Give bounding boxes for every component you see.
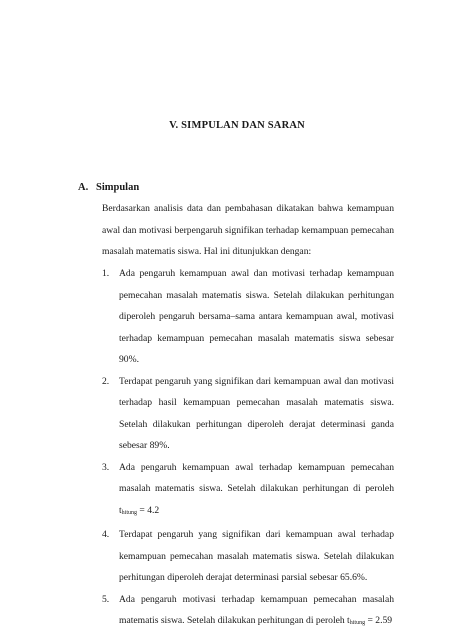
list-item-number: 2. [102,375,110,387]
list-item-number: 4. [102,529,110,540]
list-item-value: = 2.59 [365,615,393,626]
list-item-text: Ada pengaruh motivasi terhadap kemampuan pemecahan masalah matematis siswa. Setelah dilakukan perhitungan di peroleh t [119,593,394,626]
list-item-number: 1. [102,268,110,279]
section-heading [78,182,139,193]
subscript-hitung: hitung [349,620,366,626]
intro-paragraph [102,198,394,263]
list-item-number: 5. [102,593,110,605]
subscript-hitung: hitung [121,509,138,516]
section-title: Simpulan [96,182,140,193]
section-letter: A. [78,182,89,193]
list-item-number: 3. [102,461,110,473]
list-item [102,371,394,457]
list-item-text: Ada pengaruh kemampuan awal terhadap kemampuan pemecahan masalah matematis siswa. Setelah dilakukan perhitungan di peroleh t [119,461,394,516]
list-item [102,457,394,525]
list-item-text: Terdapat pengaruh yang signifikan dari kemampuan awal dan motivasi terhadap hasil kemampuan pemecahan masalah matematis siswa. Setelah dilakukan perhitungan diperoleh derajat determinasi ganda sebesar 89%. [119,375,394,451]
list-item [102,263,394,371]
chapter-title: V. SIMPULAN DAN SARAN [169,120,305,131]
conclusion-list [102,263,394,635]
list-item [102,589,394,635]
list-item-text: Terdapat pengaruh yang signifikan dari kemampuan awal terhadap kemampuan pemecahan masalah matematis siswa. Setelah dilakukan perhitungan diperoleh derajat determinasi parsial sebesar 65.6%. [119,529,394,583]
list-item-text: Ada pengaruh kemampuan awal dan motivasi terhadap kemampuan pemecahan masalah matematis siswa. Setelah dilakukan perhitungan diperoleh pengaruh bersama–sama antara kemampuan awal, motivasi terhadap kemampuan pemecahan masalah matematis siswa sebesar 90%. [119,268,394,365]
list-item [102,524,394,589]
intro-text: Berdasarkan analisis data dan pembahasan dikatakan bahwa kemampuan awal dan motivasi berpengaruh signifikan terhadap kemampuan pemecahan masalah matematis siswa. Hal ini ditunjukkan dengan: [102,203,394,257]
list-item-value: = 4.2 [137,504,160,516]
